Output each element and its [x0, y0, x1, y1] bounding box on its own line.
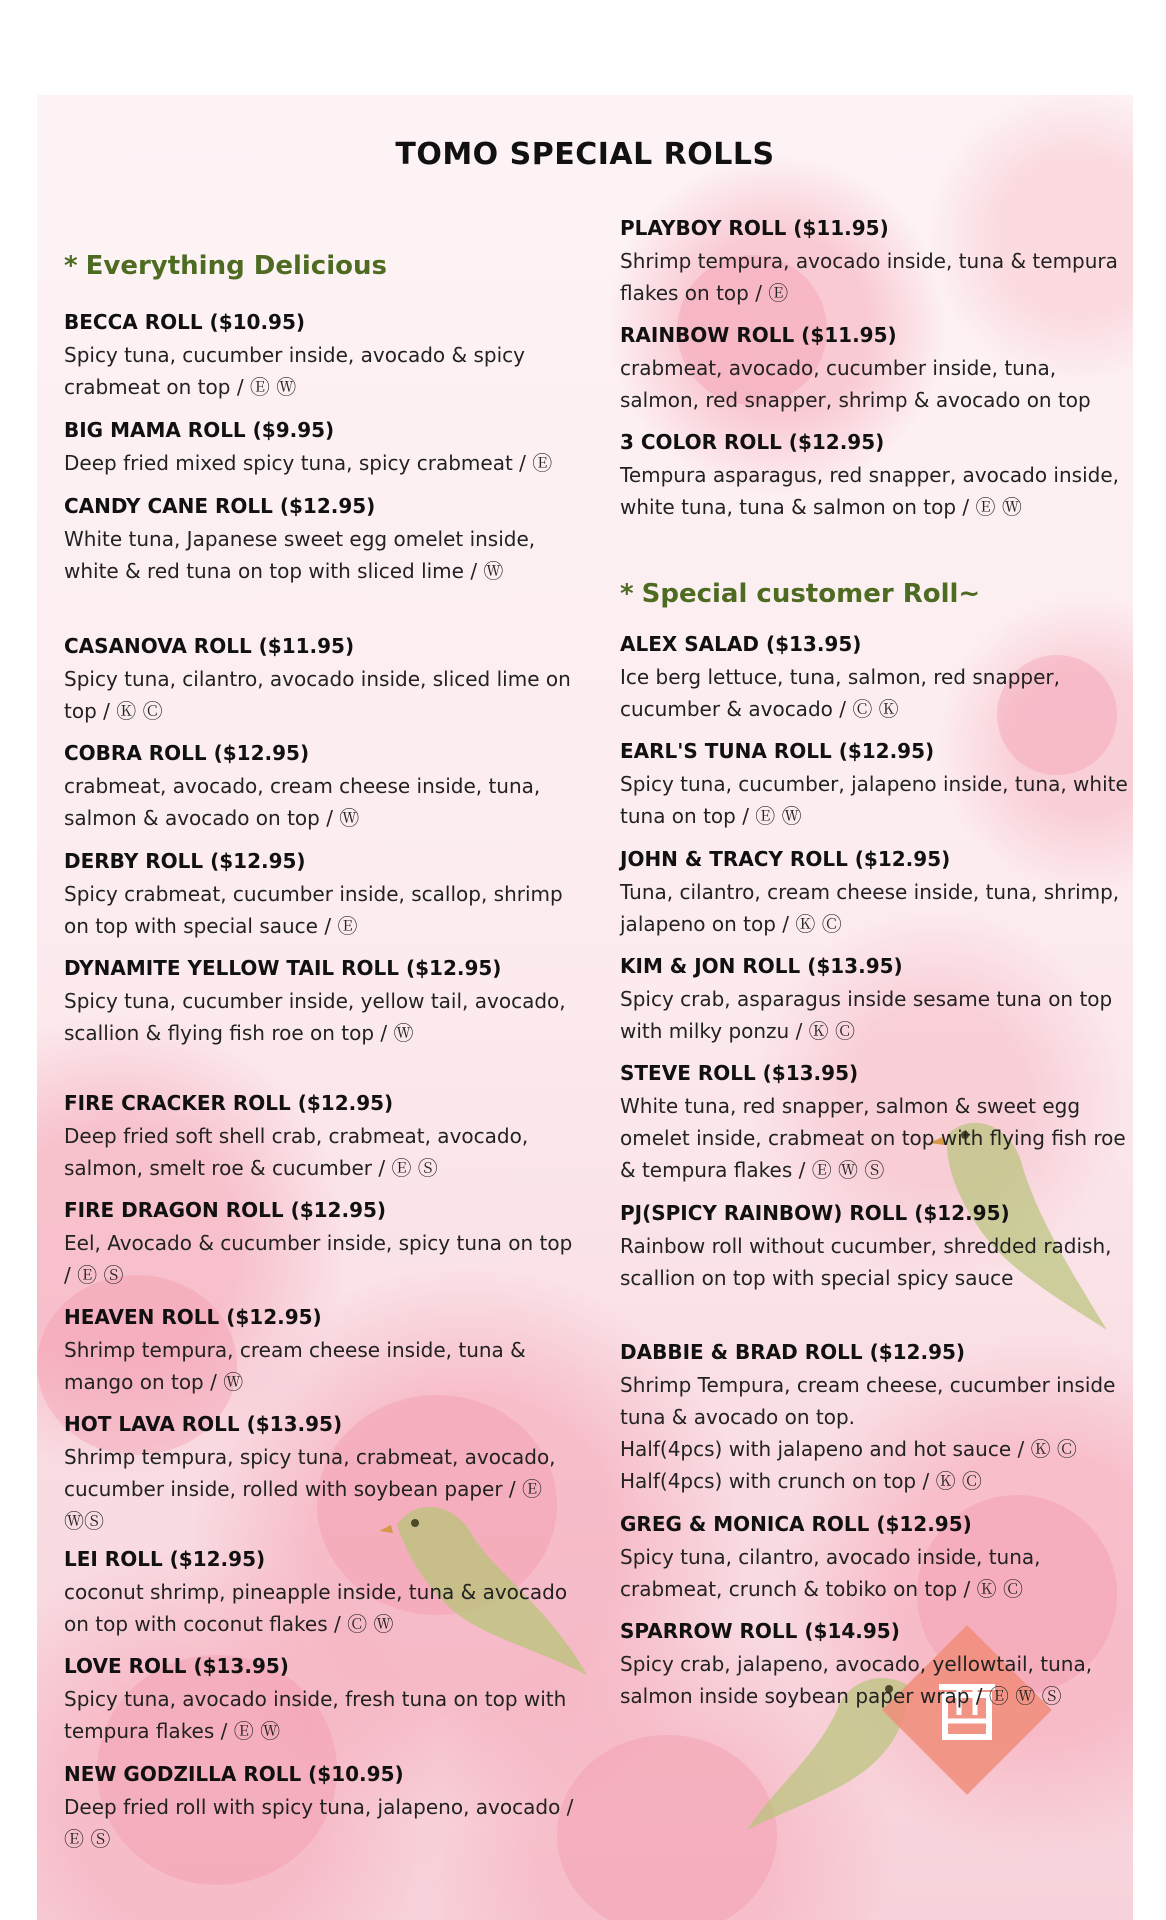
menu-item	[620, 1198, 1130, 1294]
menu-item	[64, 1302, 584, 1398]
menu-item	[620, 736, 1130, 832]
item-name: JOHN & TRACY ROLL ($12.95)	[620, 847, 951, 871]
menu-item	[620, 844, 1130, 940]
item-name: LOVE ROLL ($13.95)	[64, 1654, 289, 1678]
item-name: LEI ROLL ($12.95)	[64, 1547, 266, 1571]
menu-item	[64, 1651, 584, 1747]
item-name: EARL'S TUNA ROLL ($12.95)	[620, 739, 935, 763]
item-description: Ice berg lettuce, tuna, salmon, red snapper, cucumber & avocado / Ⓒ Ⓚ	[620, 665, 1060, 721]
item-name: GREG & MONICA ROLL ($12.95)	[620, 1512, 972, 1536]
item-name: HEAVEN ROLL ($12.95)	[64, 1305, 322, 1329]
item-name: DERBY ROLL ($12.95)	[64, 849, 306, 873]
item-name: DABBIE & BRAD ROLL ($12.95)	[620, 1340, 966, 1364]
item-name: BECCA ROLL ($10.95)	[64, 310, 306, 334]
menu-item	[64, 631, 584, 727]
item-description: Rainbow roll without cucumber, shredded radish, scallion on top with special spicy sauce	[620, 1234, 1112, 1290]
item-description: Spicy tuna, cucumber inside, yellow tail, avocado, scallion & flying fish roe on top / Ⓦ	[64, 989, 566, 1045]
item-name: STEVE ROLL ($13.95)	[620, 1061, 859, 1085]
item-name: BIG MAMA ROLL ($9.95)	[64, 418, 335, 442]
item-name: COBRA ROLL ($12.95)	[64, 741, 310, 765]
item-option: Half(4pcs) with crunch on top / Ⓚ Ⓒ	[620, 1469, 982, 1493]
item-name: DYNAMITE YELLOW TAIL ROLL ($12.95)	[64, 956, 502, 980]
section-title-everything-delicious: * Everything Delicious	[64, 251, 387, 281]
item-description: Spicy crab, asparagus inside sesame tuna on top with milky ponzu / Ⓚ Ⓒ	[620, 987, 1113, 1043]
item-description: Tempura asparagus, red snapper, avocado inside, white tuna, tuna & salmon on top / Ⓔ Ⓦ	[620, 463, 1119, 519]
item-name: 3 COLOR ROLL ($12.95)	[620, 430, 885, 454]
menu-item	[620, 1058, 1130, 1186]
item-name: CANDY CANE ROLL ($12.95)	[64, 494, 376, 518]
menu-item	[620, 1337, 1130, 1497]
menu-item	[620, 427, 1130, 523]
item-name: RAINBOW ROLL ($11.95)	[620, 323, 897, 347]
item-description: Spicy tuna, cilantro, avocado inside, sliced lime on top / Ⓚ Ⓒ	[64, 667, 571, 723]
item-description: White tuna, Japanese sweet egg omelet inside, white & red tuna on top with sliced lime / Ⓦ	[64, 527, 536, 583]
item-name: PLAYBOY ROLL ($11.95)	[620, 216, 889, 240]
item-name: KIM & JON ROLL ($13.95)	[620, 954, 903, 978]
menu-item	[620, 629, 1130, 725]
item-description: Shrimp tempura, cream cheese inside, tuna & mango on top / Ⓦ	[64, 1338, 526, 1394]
menu-item	[64, 846, 584, 942]
menu-item	[64, 415, 584, 479]
item-description: Spicy tuna, cucumber, jalapeno inside, tuna, white tuna on top / Ⓔ Ⓦ	[620, 772, 1128, 828]
item-name: FIRE DRAGON ROLL ($12.95)	[64, 1198, 387, 1222]
menu-item	[620, 1616, 1130, 1712]
item-description: Spicy crabmeat, cucumber inside, scallop, shrimp on top with special sauce / Ⓔ	[64, 882, 563, 938]
menu-item	[64, 1759, 584, 1855]
item-description: Deep fried soft shell crab, crabmeat, avocado, salmon, smelt roe & cucumber / Ⓔ Ⓢ	[64, 1124, 529, 1180]
menu-item	[620, 1509, 1130, 1605]
menu-item	[620, 951, 1130, 1047]
item-name: HOT LAVA ROLL ($13.95)	[64, 1412, 343, 1436]
item-name: FIRE CRACKER ROLL ($12.95)	[64, 1091, 394, 1115]
item-description: Spicy crab, jalapeno, avocado, yellowtail, tuna, salmon inside soybean paper wrap / Ⓔ Ⓦ Ⓢ	[620, 1652, 1093, 1708]
item-description: crabmeat, avocado, cream cheese inside, tuna, salmon & avocado on top / Ⓦ	[64, 774, 541, 830]
item-name: NEW GODZILLA ROLL ($10.95)	[64, 1762, 404, 1786]
item-description: Deep fried mixed spicy tuna, spicy crabmeat / Ⓔ	[64, 451, 553, 475]
menu-item	[64, 1088, 584, 1184]
item-description: Spicy tuna, cilantro, avocado inside, tuna, crabmeat, crunch & tobiko on top / Ⓚ Ⓒ	[620, 1545, 1041, 1601]
item-description: Shrimp Tempura, cream cheese, cucumber inside tuna & avocado on top.	[620, 1373, 1116, 1429]
menu-item	[64, 1544, 584, 1640]
item-name: ALEX SALAD ($13.95)	[620, 632, 862, 656]
item-description: Eel, Avocado & cucumber inside, spicy tuna on top / Ⓔ Ⓢ	[64, 1231, 573, 1287]
item-description: Spicy tuna, avocado inside, fresh tuna on top with tempura flakes / Ⓔ Ⓦ	[64, 1687, 567, 1743]
item-description: Spicy tuna, cucumber inside, avocado & spicy crabmeat on top / Ⓔ Ⓦ	[64, 343, 525, 399]
item-option: Half(4pcs) with jalapeno and hot sauce / Ⓚ Ⓒ	[620, 1437, 1077, 1461]
item-name: PJ(SPICY RAINBOW) ROLL ($12.95)	[620, 1201, 1010, 1225]
item-description: Deep fried roll with spicy tuna, jalapeno, avocado / Ⓔ Ⓢ	[64, 1795, 574, 1851]
menu-item	[64, 1195, 584, 1291]
menu-item	[620, 213, 1130, 309]
item-description: coconut shrimp, pineapple inside, tuna & avocado on top with coconut flakes / Ⓒ Ⓦ	[64, 1580, 568, 1636]
item-description: Tuna, cilantro, cream cheese inside, tuna, shrimp, jalapeno on top / Ⓚ Ⓒ	[620, 880, 1120, 936]
star-icon: *	[620, 579, 634, 609]
menu-item	[64, 307, 584, 403]
item-description: Shrimp tempura, spicy tuna, crabmeat, avocado, cucumber inside, rolled with soybean paper / Ⓔ ⓌⓈ	[64, 1445, 556, 1533]
item-name: SPARROW ROLL ($14.95)	[620, 1619, 900, 1643]
menu-item	[64, 953, 584, 1049]
item-description: Shrimp tempura, avocado inside, tuna & tempura flakes on top / Ⓔ	[620, 249, 1118, 305]
menu-item	[64, 738, 584, 834]
item-description: crabmeat, avocado, cucumber inside, tuna, salmon, red snapper, shrimp & avocado on top	[620, 356, 1091, 412]
star-icon: *	[64, 251, 78, 281]
item-description: White tuna, red snapper, salmon & sweet egg omelet inside, crabmeat on top with flying fish roe & tempura flakes / Ⓔ Ⓦ Ⓢ	[620, 1094, 1126, 1182]
section-title-special-customer: * Special customer Roll~	[620, 579, 981, 609]
menu-item	[64, 491, 584, 587]
menu-item	[620, 320, 1130, 416]
item-name: CASANOVA ROLL ($11.95)	[64, 634, 355, 658]
menu-board	[37, 95, 1133, 1920]
page-title: TOMO SPECIAL ROLLS	[395, 137, 775, 172]
menu-item	[64, 1409, 584, 1537]
